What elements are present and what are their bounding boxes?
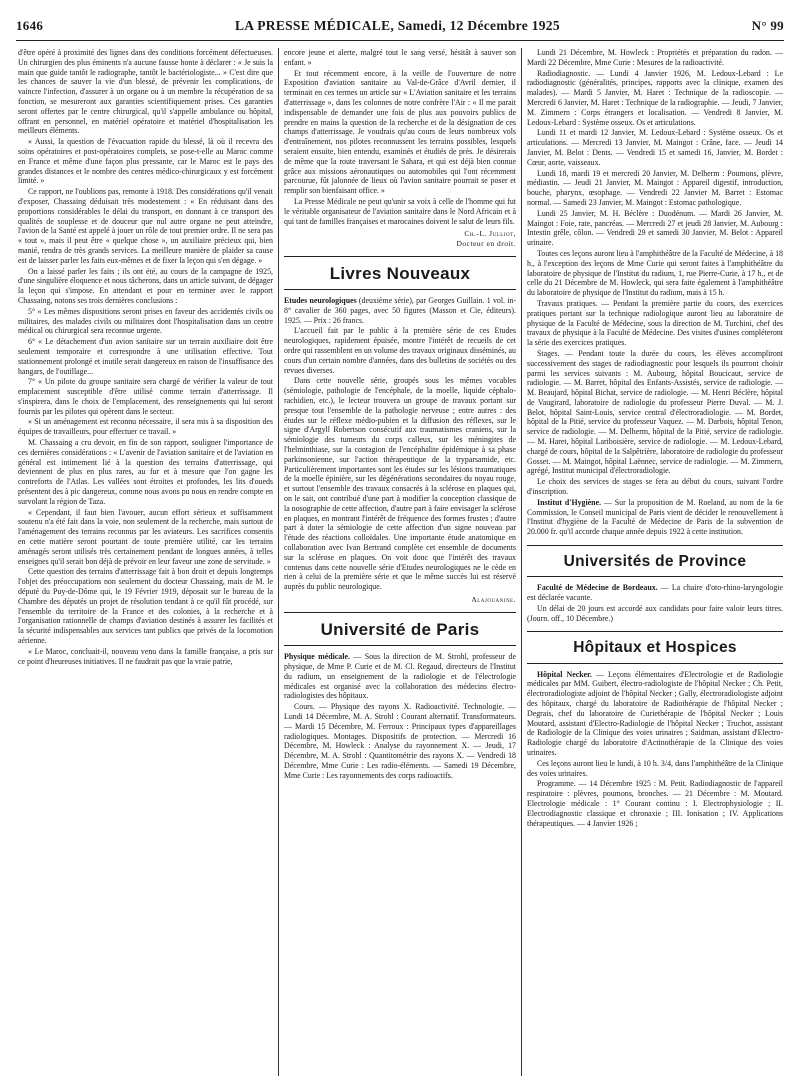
paragraph: Radiodiagnostic. — Lundi 4 Janvier 1926, M. Ledoux-Lebard : Le radiodiagnostic (généralités, principes, rapports avec la clinique, examen des malades). — Mardi 5 Janvier, M. Haret : Technique de la radioscopie. — Mercredi 6 Janvier, M. Haret : Technique de la radiographie. — Jeudi, 7 Janvier, M. Zimmern : Corps étrangers et localisation. — Vendredi 8 Janvier, M. Ledoux-Lebard : Système osseux. Os et articulations.	[527, 68, 783, 127]
page-header	[16, 18, 784, 40]
paragraph: On a laissé parler les faits ; ils ont été, au cours de la campagne de 1925, d'une singulière éloquence et nous tâcherons, dans un article suivant, de dégager la leçon qui s'impose. En attendant et pour en terminer avec le rapport Chassaing, notons ses trois dernières conclusions :	[18, 266, 273, 305]
paragraph: Et tout récemment encore, à la veille de l'ouverture de notre Exposition d'aviation sanitaire au Val-de-Grâce d'Avril dernier, il terminait en ces termes un article sur « L'Aviation sanitaire et les terrains d'atterrissage », dans les colonnes de notre confrère l'Air : « Il me parait indispensable de demander une fois de plus aux pouvoirs publics de prendre en mains la question de la recherche et de la désignation de ces champs d'atterrissage. Je voudrais qu'au cours de leurs nombreux vols d'entraînement, nos pilotes reconnussent les terrains possibles, lesquels seraient ensuite, bien entendu, examinés et étudiés de près. Je désirerais de même que la route traversant le Sahara, et qui est déjà bien connue grâce aux missions aéronautiques ou automobiles qui l'ont récemment parcourue, fût jalonnée de lieux où l'avion sanitaire pourrait se poser et remplir son bienfaisant office. »	[284, 68, 516, 196]
signature-name: Ch.-L. Julliot,	[464, 229, 516, 239]
page-number: 1646	[16, 18, 44, 33]
paragraph: Stages. — Pendant toute la durée du cours, les élèves accompliront successivement des stages de radiodiagnostic pour lesquels ils pourront choisir parmi les services suivants : M. Aubourg, hôpital Boucicaut, service de radiologie. — M. Barret, hôpital des Enfants-Assistés, service de radiologie. — M. Beaujard, hôpital Bichat, service de radiologie. — M. Henri Béclère, hôpital de Vaugirard, laboratoire de radiologie du professeur Pierre Duval. — M. J. Belot, hôpital Saint-Louis, service central d'électroradiologie. — M. Bordet, hôpital de la Pitié, service du professeur Vaquez. — M. Darbois, hôpital Tenon, service de radiologie. — M. Delherm, hôpital de la Pitié, service de radiologie. — M. Haret, hôpital Lariboisière, service de radiologie. — M. Ledoux-Lebard, chargé de cours, hôpital de la Salpêtrière, laboratoire de radiologie du professeur Gosset. — M. Maingot, hôpital Laënnec, service de radiologie. — M. Zimmern, agrégé, Institut municipal d'électroradiologie.	[527, 348, 783, 476]
paragraph: Lundi 18, mardi 19 et mercredi 20 Janvier, M. Delherm : Poumons, plèvre, médiastin. — Jeudi 21 Janvier, M. Maingot : Appareil digestif, introduction, bouche, pharynx, œsophage. — Vendredi 22 Janvier M. Barret : Estomac normal. — Samedi 23 Janvier, M. Maingot : Estomac pathologique.	[527, 168, 783, 207]
paragraph: Cours. — Physique des rayons X. Radioactivité. Technologie. — Lundi 14 Décembre, M. A. Strohl : Courant alternatif. Transformateurs. — Mardi 15 Décembre, M. Ferroux : Principaux types d'appareillages radiologiques. Montages. Dispositifs de protection. — Mercredi 16 Décembre, M. Howleck : Analyse du rayonnement X. — Jeudi, 17 Décembre, M. A. Strohl : Quantitométrie des rayons X. — Vendredi 18 Décembre, Mme Curie : Les radio-éléments. — Samedi 19 Décembre, Mme Curie : Les rayonnements des corps radioactifs.	[284, 702, 516, 780]
news-item	[527, 498, 783, 537]
column-divider	[521, 48, 522, 1076]
paragraph: M. Chassaing a cru devoir, en fin de son rapport, souligner l'importance de ces dernières considérations : « L'avenir de l'aviation sanitaire et de l'aviation en général est intimement lié à la question des terrains d'atterrissage, qui deviennent de plus en plus rares, au fur et à mesure que l'on gagne les contreforts de l'Atlas. Les vallées sont étroites et profondes, les lits d'oueds présentent des à pic dangereux, comme nous avons pu nous en rendre compte en survolant la région de Taza.	[18, 438, 273, 506]
section-title-livres: Livres Nouveaux	[284, 256, 516, 290]
column-2	[284, 48, 516, 1076]
header-rule	[16, 40, 784, 41]
news-item	[284, 652, 516, 701]
news-lead: Physique médicale.	[284, 652, 350, 662]
paragraph: 7° « Un pilote du groupe sanitaire sera chargé de vérifier la valeur de tout emplacement susceptible d'être utilisé comme terrain d'atterrissage. Il s'inspirera, dans le choix de l'emplacement, des renseignements qui lui seront fournis par les pilotes qui opèrent dans le secteur.	[18, 377, 273, 416]
paragraph: Lundi 11 et mardi 12 Janvier, M. Ledoux-Lebard : Système osseux. Os et articulations. — Mercredi 13 Janvier, M. Maingot : Crâne, face. — Jeudi 14 Janvier, M. Belot : Dents. — Vendredi 15 et samedi 16, Janvier, M. Bordet : Cœur, aorte, vaisseaux.	[527, 128, 783, 167]
signature-role: Docteur en droit.	[456, 238, 516, 248]
paragraph: 5° « Les mêmes dispositions seront prises en faveur des accidentés civils ou militaires, des malades civils ou militaires dont l'hospitalisation dans un centre médical ou chirurgical sera reconnue urgente.	[18, 306, 273, 336]
paragraph: Un délai de 20 jours est accordé aux candidats pour faire valoir leurs titres. (Journ. off., 10 Décembre.)	[527, 603, 783, 623]
news-lead: Institut d'Hygiène.	[537, 497, 602, 507]
section-title-hopitaux: Hôpitaux et Hospices	[527, 631, 783, 663]
paragraph: Travaux pratiques. — Pendant la première partie du cours, des exercices pratiques portant sur la technique radiologique auront lieu au laboratoire de physique de la Faculté de Médecine, sous la direction de M. Turchini, chef des travaux de physique à la Faculté de Médecine. Des visites d'usines compléteront la série des exercices pratiques.	[527, 298, 783, 348]
column-1	[18, 48, 273, 1076]
news-lead: Faculté de Médecine de Bordeaux.	[537, 583, 658, 593]
paragraph: Le choix des services de stages se fera au début du cours, suivant l'ordre d'inscription.	[527, 477, 783, 497]
article-signature	[284, 229, 516, 248]
section-title-universites-province: Universités de Province	[527, 545, 783, 577]
journal-title: LA PRESSE MÉDICALE, Samedi, 12 Décembre 1925	[234, 18, 560, 33]
paragraph: d'être opéré à proximité des lignes dans des conditions forcément défectueuses. Un chirurgien des plus éminents n'a aucune fausse honte à déclarer : « Je suis la main que guide tantôt le radiographe, tantôt le bactériologiste... » C'est dire que les chances de sauver la vie d'un blessé, de prévenir les complications, de vaincre l'infection, d'assurer à un organe ou à un membre la récupération de sa fonction, se mesureront aux garanties scientifiquement prises. Ces garanties seront offertes par le centre chirurgical, qu'il s'appelle ambulance ou hôpital, offrant en personnel, en matériel opératoire et matériel d'hospitalisation les meilleurs éléments.	[18, 48, 273, 136]
book-title: Etudes neurologiques	[284, 296, 357, 306]
section-title-universite-paris: Université de Paris	[284, 612, 516, 646]
paragraph: « Si un aménagement est reconnu nécessaire, il sera mis à sa disposition des équipes de travailleurs, pour effectuer ce travail. »	[18, 417, 273, 437]
paragraph: Cette question des terrains d'atterrissage fait à bon droit et depuis longtemps l'objet des préoccupations non seulement du docteur Chassaing, mais de M. le député du Puy-de-Dôme qui, le 19 Février 1919, déposait sur le bureau de la Chambre des députés un projet de résolution tendant à ce qu'il fût procédé, sur l'ensemble du territoire de la France et des colonies, à la recherche et à l'organisation rationnelle de champs d'aviation destinés à assurer les facilités et la sécurité indispensables aux services tant publics que privés de la locomotion aérienne.	[18, 567, 273, 646]
paragraph: « Le Maroc, concluait-il, nouveau venu dans la famille française, a pris sur ce point d'heureuses initiatives. Il ne faudrait pas que la vraie patrie,	[18, 646, 273, 666]
book-entry	[284, 296, 516, 325]
paragraph: Lundi 25 Janvier, M. H. Béclère : Duodénum. — Mardi 26 Janvier, M. Maingot : Foie, rate, pancréas. — Mercredi 27 et jeudi 28 Janvier, M. Aubourg : Intestin grêle, côlon. — Vendredi 29 et samedi 30 Janvier, M. Belot : Appareil urinaire.	[527, 208, 783, 248]
paragraph: Ce rapport, ne l'oublions pas, remonte à 1918. Des considérations qu'il venait d'exposer, Chassaing déduisait très modestement : « En réduisant dans des proportions considérables le délai du transport, en donnant à ce transport des qualités de souplesse et de douceur que nul autre organe ne peut atteindre, l'avion de la Santé est appelé à jouer un rôle de tout premier ordre. Il ne sera pas « tout », mais il peut être « quelque chose », un auxiliaire précieux qui, bien manié, rendra de très grands services. La meilleure manière de plaider sa cause est de laisser parler les faits eux-mêmes et de fixer la leçon qui s'en dégage. »	[18, 187, 273, 265]
news-text: — Sous la direction de M. Strohl, professeur de physique, de Mme P. Curie et de M. Cl. Regaud, directeurs de l'Institut du radium, un enseignement de la radiologie et de l'électrologie médicales est organisé avec la collaboration des médecins électro-radiologistes des hôpitaux.	[284, 652, 516, 701]
paragraph: 6° « Le détachement d'un avion sanitaire sur un terrain auxiliaire doit être seulement temporaire et correspondre à une utilisation effective. Tout stationnement prolongé et inutile serait dangereux en raison de l'insuffisance des hangars, de l'outillage...	[18, 337, 273, 376]
paragraph: Dans cette nouvelle série, groupés sous les mêmes vocables (sémiologie, pathologie de l'encéphale, de la moelle, liquide céphalo-rachidien, etc.), le lecteur trouvera un groupe de travaux portant sur presque tout l'ensemble de la pathologie nerveuse ; entre autres : des études sur le réflexe médio-pubien et la diffusion des réflexes, sur le signe d'Argyll Robertson consécutif aux traumatismes craniens, sur la sémiologie des tumeurs du corps calleux, sur les méningites de l'helminthiase, sur la contagion de l'encéphalite épidémique à sa phase parkinsonienne, sur l'action thérapeutique de la tryparsamide, etc. Particulièrement importantes sont les études sur les lésions traumatiques de la moelle épinière, sur les dégénérations secondaires du noyau rouge, et surtout l'ensemble des travaux consacrés à la sclérose en plaques qui, on le sait, ont contribué d'une part à modifier la conception classique de la nosographie de cette affection, d'autre part à faire envisager la sclérose en plaques, en montrant l'intérêt de fréquence des formes frustes ; d'autre part à doter la sémiologie de cette affection d'un signe nouveau par l'étude des réactions colloïdales. Une importante étude anatomique en collaboration avec Ivan Bertrand complète cet ensemble de documents sur la sclérose en plaques. On voit donc que l'intérêt des travaux contenus dans cette nouvelle série d'Etudes neurologiques ne le cède en rien à celui de la première série et que le même succès lui est réservé auprès du public neurologique.	[284, 376, 516, 592]
paragraph: Toutes ces leçons auront lieu à l'amphithéâtre de la Faculté de Médecine, à 18 h., à l'exception des leçons de Mme Curie qui seront faites à l'amphithéâtre du laboratoire de physique de l'Institut du radium, 1, rue Pierre-Curie, à 17 h., et de celle du 21 Décembre de M. Howleck, qui sera faite également à l'amphithéâtre du laboratoire de physique de l'Institut du radium, mais à 15 h.	[527, 248, 783, 298]
book-details: (deuxième série), par Georges Guillain. 1 vol. in-8° cavalier de 360 pages, avec 50 figures (Masson et Cie, éditeurs). 1925. — Prix : 26 francs.	[284, 296, 516, 325]
paragraph: « Cependant, il faut bien l'avouer, aucun effort sérieux et suffisamment soutenu n'a été fait dans la voie, non seulement de la recherche, mais surtout de l'aménagement des terrains reconnus par les aviateurs. Les sacrifices consentis en cette matière seront pourtant de toute première utilité, car les terrains aménagés seront utilisés très certainement pendant de longues années, à telles enseignes qu'il serait bon déjà de prévoir en leur faveur une zone de servitude. »	[18, 507, 273, 566]
paragraph: Programme. — 14 Décembre 1925 : M. Petit. Radiodiagnostic de l'appareil respiratoire : plèvres, poumons, bronches. — 21 Décembre : M. Moutard. Electrologie médicale : 1° Courant continu : I. Electrophysiologie ; II. Electrodiagnostic classique et chronaxie ; III. Ionisation ; IV. Applications thérapeutiques. — 4 Janvier 1926 ;	[527, 779, 783, 828]
paragraph: Lundi 21 Décembre, M. Howleck : Propriétés et préparation du radon. — Mardi 22 Décembre, Mme Curie : Mesures de la radioactivité.	[527, 48, 783, 67]
review-signature	[284, 595, 516, 604]
news-item	[527, 670, 783, 758]
paragraph: L'accueil fait par le public à la première série de ces Etudes neurologiques, rapidement épuisée, montre l'intérêt de recueils de cet ordre qui rassemblent en un volume des travaux originaux disséminés, au cours d'un certain nombre d'années, dans des bulletins de sociétés ou des revues diverses.	[284, 326, 516, 375]
news-text: — Leçons élémentaires d'Electrologie et de Radiologie médicales par MM. Guibert, électro-radiologiste de l'hôpital Necker ; Ch. Petit, électroradiologiste adjoint de l'hôpital Necker ; Gally, électroradiologiste adjoint des hôpitaux, chargé du laboratoire de Radiothérapie de l'hôpital Necker ; Degrais, chef du laboratoire de Curiethérapie de l'hôpital Necker ; Louis Moutard, assistant d'Electro-Radiologie de l'hôpital Necker ; Truchot, assistant de Radiologie de la Clinique des voies urinaires ; Saidman, assistant d'Electro-Radiologie chargé du laboratoire d'Actinothérapie de la Clinique des voies urinaires.	[527, 669, 783, 758]
column-divider	[278, 48, 279, 1076]
news-lead: Hôpital Necker.	[537, 669, 592, 679]
news-text: — Sur la proposition de M. Roeland, au nom de la 6e Commission, le Conseil municipal de Paris vient de décider le renouvellement à l'Institut d'hygiène de la Faculté de Médecine de Paris de la subvention de 20.000 fr. qu'il accorde chaque année depuis 1922 à cette institution.	[527, 497, 783, 537]
paragraph: « Aussi, la question de l'évacuation rapide du blessé, là où il recevra des soins opératoires et post-opératoires complets, se pose-t-elle au Maroc comme en France et même d'une façon plus pressante, car le Maroc est le pays des grandes distances et le nombre des centres médico-chirurgicaux y est forcément limité. »	[18, 137, 273, 186]
issue-number: N° 99	[751, 18, 784, 33]
column-3	[527, 48, 783, 1076]
paragraph: encore jeune et alerte, malgré tout le sang versé, hésitât à sauver son enfant. »	[284, 48, 516, 67]
news-text: — La chaire d'oto-rhino-laryngologie est déclarée vacante.	[527, 583, 783, 603]
paragraph: Ces leçons auront lieu le lundi, à 10 h. 3/4, dans l'amphithéâtre de la Clinique des voies urinaires.	[527, 758, 783, 778]
signature-name: Alajouanine.	[471, 594, 516, 604]
paragraph: La Presse Médicale ne peut qu'unir sa voix à celle de l'homme qui fut le véritable organisateur de l'aviation sanitaire dans le Nord Africain et à qui tant de familles françaises et marocaines doivent le salut de leurs fils.	[284, 196, 516, 226]
news-item	[527, 583, 783, 603]
